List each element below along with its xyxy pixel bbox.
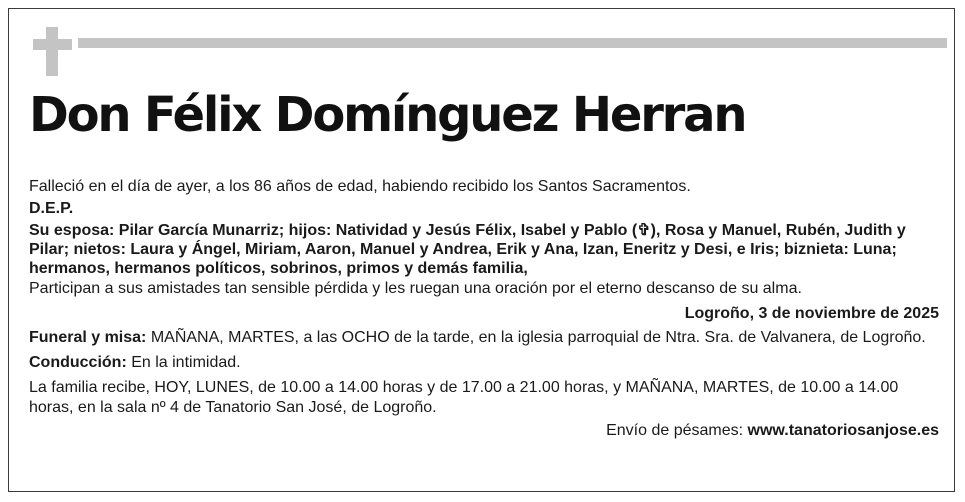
envio-label: Envío de pésames: bbox=[606, 422, 744, 439]
hijos-label: hijos: bbox=[284, 222, 332, 239]
funeral-label: Funeral y misa: bbox=[29, 329, 147, 346]
funeral-value: MAÑANA, MARTES, a las OCHO de la tarde, en la iglesia parroquial de Ntra. Sra. de Valvanera, de Logroño. bbox=[146, 329, 926, 346]
family-rest: hermanos, hermanos políticos, sobrinos, primos y demás familia, bbox=[29, 260, 528, 277]
conduccion-text bbox=[29, 353, 939, 373]
envio-text bbox=[29, 421, 939, 441]
cross-icon-horizontal bbox=[33, 39, 72, 50]
family-text bbox=[29, 221, 939, 278]
conduccion-label: Conducción: bbox=[29, 354, 127, 371]
participan-text: Participan a sus amistades tan sensible pérdida y les ruegan una oración por el eterno descanso de su alma. bbox=[29, 280, 802, 297]
esposa-value: Pilar García Munarriz; bbox=[114, 222, 285, 239]
header-rule bbox=[78, 38, 947, 48]
hijos-value-after: ), Rosa y Manuel, Rubén, Judith y Pilar; bbox=[29, 222, 906, 258]
cross-icon-vertical bbox=[46, 27, 58, 76]
conduccion-value: En la intimidad. bbox=[126, 354, 241, 371]
nietos-label: nietos: bbox=[69, 241, 126, 258]
biznieta-value: Luna; bbox=[848, 241, 897, 258]
deceased-cross-icon: ✞ bbox=[637, 222, 651, 239]
funeral-text bbox=[29, 328, 939, 348]
esposa-label: Su esposa: bbox=[29, 222, 115, 239]
dep-text: D.E.P. bbox=[29, 200, 74, 217]
hijos-value-before: Natividad y Jesús Félix, Isabel y Pablo ( bbox=[331, 222, 638, 239]
biznieta-label: biznieta: bbox=[779, 241, 849, 258]
familia-recibe-text: La familia recibe, HOY, LUNES, de 10.00 a 14.00 horas y de 17.00 a 21.00 horas, y MAÑANA, MARTES, de 10.00 a 14.00 horas, en la sala nº 4 de Tanatorio San José, de Logroño. bbox=[29, 379, 899, 416]
envio-url[interactable]: www.tanatoriosanjose.es bbox=[747, 422, 939, 439]
obituary-body bbox=[29, 177, 939, 441]
nietos-value: Laura y Ángel, Miriam, Aaron, Manuel y Andrea, Erik y Ana, Izan, Eneritz y Desi, e Iris; bbox=[125, 241, 780, 258]
deceased-name: Don Félix Domínguez Herran bbox=[29, 87, 746, 143]
obituary-card bbox=[8, 8, 955, 492]
intro-text: Falleció en el día de ayer, a los 86 años de edad, habiendo recibido los Santos Sacramentos. bbox=[29, 178, 691, 195]
place-date: Logroño, 3 de noviembre de 2025 bbox=[684, 305, 939, 322]
